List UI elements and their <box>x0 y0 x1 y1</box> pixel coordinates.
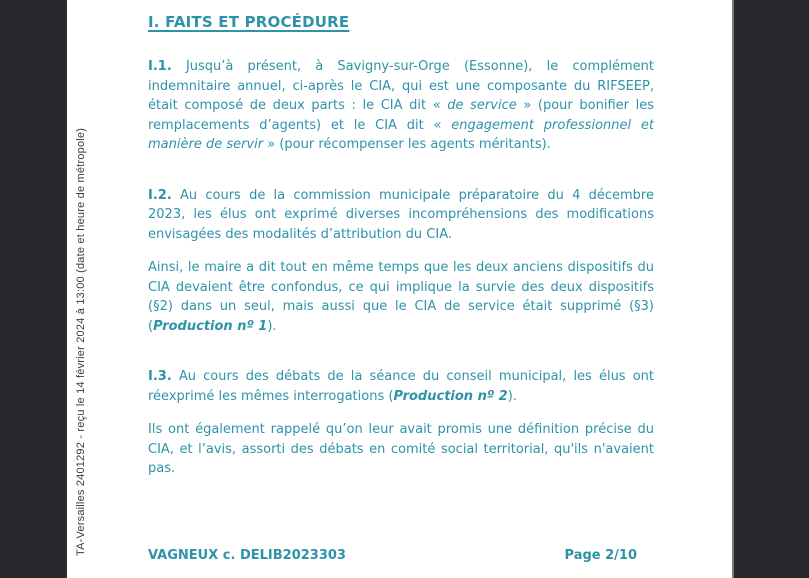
text-segment: ). <box>267 318 277 334</box>
case-reference: VAGNEUX c. DELIB2023303 <box>148 548 346 563</box>
section-heading: I. FAITS ET PROCÉDURE <box>148 13 350 31</box>
text-segment: » (pour récompenser les agents méritants). <box>263 137 551 152</box>
text-segment: I.3. <box>148 369 172 384</box>
filing-stamp: TA-Versailles 2401292 - reçu le 14 février 2024 à 13:00 (date et heure de métropole) <box>75 127 87 556</box>
text-segment: Production nº 2 <box>393 388 508 404</box>
text-segment: ). <box>507 388 517 404</box>
page-number: Page 2/10 <box>564 548 637 563</box>
paragraph <box>148 367 654 406</box>
text-segment: Au cours des débats de la séance du conseil municipal, les élus ont réexprimé les mêmes interrogations ( <box>148 369 654 404</box>
text-segment: Ainsi, le maire a dit tout en même temps que les deux anciens dispositifs du CIA devaient être confondus, ce qui implique la survie des deux dispositifs (§2) dans un seul, mais aussi que le CIA de service était supprimé (§3) ( <box>148 260 654 334</box>
paragraph <box>148 420 654 479</box>
text-segment: » (pour bonifier les remplacements d’agents) et le CIA dit « <box>148 98 654 133</box>
paragraph <box>148 258 654 336</box>
text-segment: de service <box>447 98 517 113</box>
paragraph <box>148 57 654 155</box>
paragraph <box>148 186 654 245</box>
document-content <box>148 0 654 479</box>
text-segment: engagement professionnel et manière de servir <box>148 117 655 152</box>
text-segment: I.1. <box>148 59 172 74</box>
text-segment: Au cours de la commission municipale préparatoire du 4 décembre 2023, les élus ont exprimé diverses incompréhensions des modifications envisagées des modalités d’attribution du CIA. <box>148 187 654 242</box>
text-segment: Ils ont également rappelé qu’on leur avait promis une définition précise du CIA, et l’avis, assorti des débats en comité social territorial, qu'ils n'avaient pas. <box>148 422 654 476</box>
page-footer <box>148 548 651 563</box>
text-segment: I.2. <box>148 187 172 203</box>
document-page <box>67 0 734 578</box>
text-segment: Production nº 1 <box>153 318 268 334</box>
body-paragraphs <box>148 57 654 479</box>
text-segment: Jusqu’à présent, à Savigny-sur-Orge (Essonne), le complément indemnitaire annuel, ci-après le CIA, qui est une composante du RIFSEEP, était composé de deux parts : le CIA dit « <box>148 59 654 113</box>
